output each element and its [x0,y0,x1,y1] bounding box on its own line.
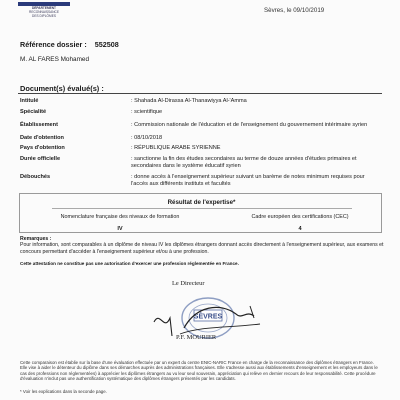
field-value: : RÉPUBLIQUE ARABE SYRIENNE [131,145,221,151]
remarks-title: Remarques : [20,236,52,242]
reference-label: Référence dossier : [20,40,87,49]
remarks-text: Pour information, sont comparables à un diplôme de niveau IV les diplômes étrangers donnant accès directement à l'enseignement supérieur, aux examens et concours permettant d'accéder à l'enseignement supérieur et/ou à une profession. [20,242,384,255]
field-label: Durée officielle [20,156,61,162]
field-value: : Shahada Al-Dirassa Al-Thanawiyya Al-'Amma [131,98,247,104]
reference-line [20,40,119,49]
logo-line-3: DES DIPLÔMES [32,13,56,18]
remarks-block [20,236,384,255]
field-label: Date d'obtention [20,135,64,141]
field-value: : Commission nationale de l'éducation et de l'enseignement du gouvernement intérimaire syrien [131,122,368,128]
department-logo [18,2,70,18]
french-level-value: IV [117,226,123,232]
field-label: Pays d'obtention [20,145,65,151]
document-date: Sèvres, le 09/10/2019 [264,7,325,14]
field-value: : 08/10/2018 [131,135,163,141]
director-title: Le Directeur [172,280,205,287]
cec-level-label: Cadre européen des certifications (CEC) [251,214,349,220]
footer-footnote: * Voir les explications dans la seconde page. [20,388,107,394]
footer-disclaimer [20,360,382,394]
expertise-title: Résultat de l'expertise* [167,199,236,206]
director-name: P.F. MOURIER [176,334,217,341]
field-label: Établissement [20,122,58,128]
section-divider [18,93,382,94]
field-label: Spécialité [20,109,47,115]
expertise-result-box [19,193,382,233]
footer-text: Cette comparaison est établie sur la base d'une évaluation effectuée par un expert du centre ENIC-NARIC France en charge de la reconnaissance des diplômes étrangers en France. Elle vise à aider le détenteur du diplôme dans ses démarches auprès des administrations françaises. Elle s'adresse aussi aux établissements d'enseignement et les employeurs dans le cas des professions non réglementées) à apprécier les diplômes étrangers au vu leur seul souverain, appréciation qui relève en dernier recours de leur responsabilité. Cette procédure d'évaluation n'inclut pas une authentification systématique des diplômes étrangers présentés par les candidats. [20,360,378,382]
field-label: Intitulé [20,98,39,104]
reference-value: 552508 [94,40,119,49]
attestation-note: Cette attestation ne constitue pas une autorisation d'exercer une profession réglementée en France. [20,261,239,266]
field-value: : sanctionne la fin des études secondaires au terme de douze années d'études primaires et secondaires dans le système éducatif syrien [131,156,357,169]
logo-line-2: RECONNAISSANCE [29,9,59,14]
french-level-column [30,214,210,232]
cec-level-value: 4 [298,226,302,232]
expertise-divider [52,208,352,209]
stamp-text: SÈVRES [193,313,223,321]
cec-level-column [220,214,380,232]
logo-line-1: DÉPARTEMENT [31,6,57,10]
french-level-label: Nomenclature française des niveaux de formation [60,214,180,220]
recipient-name: M. AL FARES Mohamed [20,56,90,63]
field-label: Débouchés [20,174,51,180]
documents-section-title: Document(s) évalué(s) : [20,84,104,93]
official-stamp-icon [150,288,266,352]
field-value: : donne accès à l'enseignement supérieur suivant un barème de notes minimum requises pour l'accès aux différents instituts et facultés [131,174,365,187]
field-value: : scientifique [131,109,163,115]
